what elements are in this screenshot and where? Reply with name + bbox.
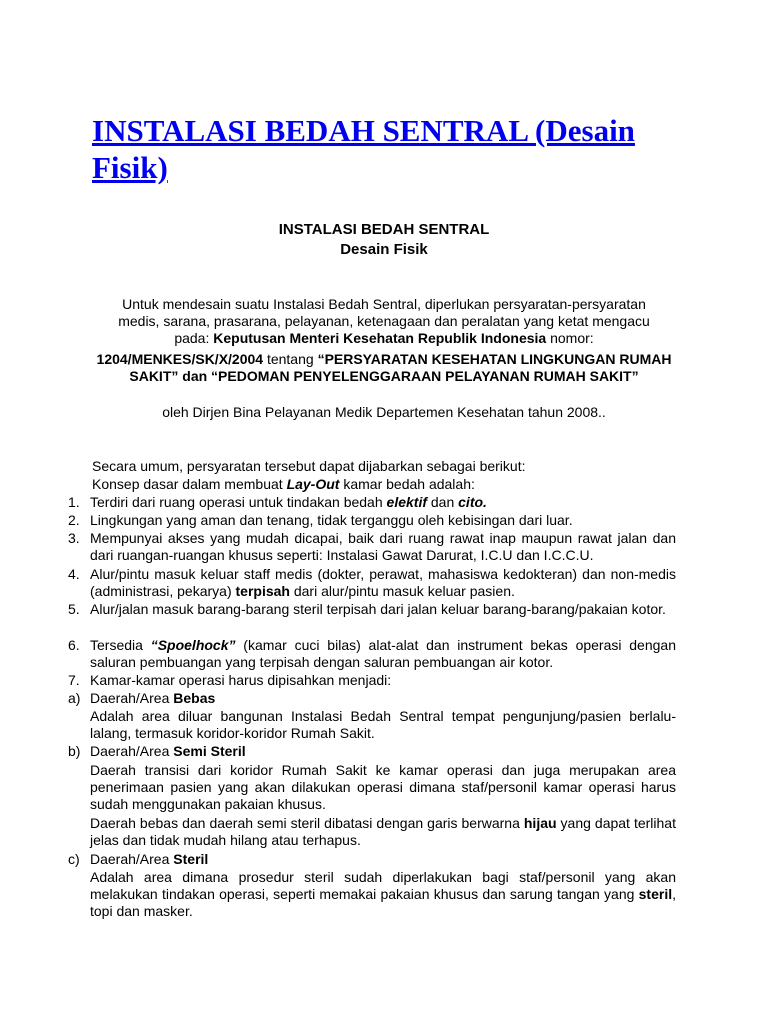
item-4-terpisah: terpisah: [235, 583, 290, 600]
area-a-label: a): [68, 690, 81, 706]
area-c-steril: Steril: [173, 851, 209, 867]
item-1-cito: cito.: [458, 494, 487, 510]
item-5-text: Alur/jalan masuk barang-barang steril terpisah dari jalan keluar barang-barang/pakaian kotor.: [90, 601, 666, 617]
item-7-number: 7.: [68, 672, 80, 688]
decree-block: [96, 351, 672, 385]
area-a-bebas: Bebas: [173, 690, 216, 706]
area-b-note-post: yang dapat terlihat jelas dan tidak mudah hilang atau terhapus.: [90, 815, 676, 849]
area-a-description: Adalah area diluar bangunan Instalasi Bedah Sentral tempat pengunjung/pasien berlalu-lalang, termasuk koridor-koridor Rumah Sakit.: [90, 708, 676, 742]
concept-statement: [92, 476, 475, 493]
area-a-heading: [90, 690, 215, 707]
item-6-text: [90, 637, 676, 671]
tentang-text: tentang: [263, 351, 318, 367]
area-b-semi-steril: Semi Steril: [173, 743, 246, 759]
intro-line-3: [92, 330, 676, 347]
area-b-label: b): [68, 743, 81, 759]
intro-line-1: Untuk mendesain suatu Instalasi Bedah Sentral, diperlukan persyaratan-persyaratan: [122, 296, 646, 312]
item-4-post: dari alur/pintu masuk keluar pasien.: [289, 583, 515, 600]
intro-pada: pada:: [174, 330, 214, 346]
general-statement: Secara umum, persyaratan tersebut dapat dijabarkan sebagai berikut:: [92, 458, 526, 474]
intro-nomor: nomor:: [546, 330, 594, 346]
area-c-steril-word: steril: [638, 886, 673, 903]
item-1-elektif: elektif: [386, 494, 427, 510]
decree-title: Keputusan Menteri Kesehatan Republik Indonesia: [213, 330, 547, 346]
item-7-text: Kamar-kamar operasi harus dipisahkan menjadi:: [90, 672, 392, 688]
page-title-link[interactable]: INSTALASI BEDAH SENTRAL (Desain Fisik): [92, 113, 635, 185]
concept-post: kamar bedah adalah:: [339, 476, 475, 492]
area-c-desc-post: , topi dan masker.: [90, 886, 676, 920]
decree-issuer: oleh Dirjen Bina Pelayanan Medik Departemen Kesehatan tahun 2008..: [162, 404, 606, 420]
area-b-note: [90, 815, 676, 849]
item-1-mid: dan: [427, 494, 459, 510]
area-c-pre: Daerah/Area: [90, 851, 174, 867]
item-1-pre: Terdiri dari ruang operasi untuk tindakan bedah: [90, 494, 387, 510]
item-1-text: [90, 494, 487, 511]
item-5-number: 5.: [68, 601, 80, 617]
item-3-text: Mempunyai akses yang mudah dicapai, baik dari ruang rawat inap maupun rawat jalan dan dari ruangan-ruangan khusus seperti: Instalasi Gawat Darurat, I.C.U dan I.C.C.U.: [90, 530, 676, 564]
item-6-pre: Tersedia: [90, 637, 151, 653]
item-4-text: [90, 566, 676, 600]
item-2-number: 2.: [68, 512, 80, 528]
intro-line-2: medis, sarana, prasarana, pelayanan, ketenagaan dan peralatan yang ketat mengacu: [118, 313, 650, 329]
area-c-description: [90, 869, 676, 921]
decree-number: 1204/MENKES/SK/X/2004: [96, 351, 264, 367]
item-1-number: 1.: [68, 494, 80, 510]
item-4-pre: Alur/pintu masuk keluar staff medis (dokter, perawat, mahasiswa kedokteran) dan non-medis (administrasi, pekarya): [90, 566, 676, 600]
area-b-hijau: hijau: [523, 815, 557, 831]
area-a-pre: Daerah/Area: [90, 690, 174, 706]
area-c-heading: [90, 851, 208, 868]
area-b-description: Daerah transisi dari koridor Rumah Sakit ke kamar operasi dan juga merupakan area penerimaan pasien yang akan dilakukan operasi dimana staf/personil kamar operasi harus sudah menggunakan pakaian khusus.: [90, 762, 676, 813]
intro-paragraph: [92, 296, 676, 347]
area-b-note-pre: Daerah bebas dan daerah semi steril dibatasi dengan garis berwarna: [90, 815, 524, 831]
item-4-number: 4.: [68, 566, 80, 582]
concept-pre: Konsep dasar dalam membuat: [92, 476, 287, 492]
heading-line-1: INSTALASI BEDAH SENTRAL: [278, 221, 490, 238]
item-3-number: 3.: [68, 530, 80, 546]
area-b-pre: Daerah/Area: [90, 743, 174, 759]
item-2-text: Lingkungan yang aman dan tenang, tidak terganggu oleh kebisingan dari luar.: [90, 512, 573, 528]
item-6-spoelhock: “Spoelhock”: [150, 637, 236, 653]
area-b-heading: [90, 743, 246, 760]
area-c-label: c): [68, 851, 80, 867]
area-c-desc-pre: Adalah area dimana prosedur steril sudah diperlakukan bagi staf/personil yang akan melakukan tindakan operasi, seperti memakai pakaian khusus dan sarung tangan yang: [90, 869, 676, 903]
layout-term: Lay-Out: [286, 476, 340, 492]
item-6-number: 6.: [68, 637, 80, 653]
heading-line-2: Desain Fisik: [340, 241, 428, 258]
decree-subjects: “PERSYARATAN KESEHATAN LINGKUNGAN RUMAH SAKIT” dan “PEDOMAN PENYELENGGARAAN PELAYANAN RUMAH SAKIT”: [129, 351, 672, 384]
item-6-post: (kamar cuci bilas) alat-alat dan instrument bekas operasi dengan saluran pembuangan yang terpisah dengan saluran pembuangan air kotor.: [90, 637, 676, 671]
